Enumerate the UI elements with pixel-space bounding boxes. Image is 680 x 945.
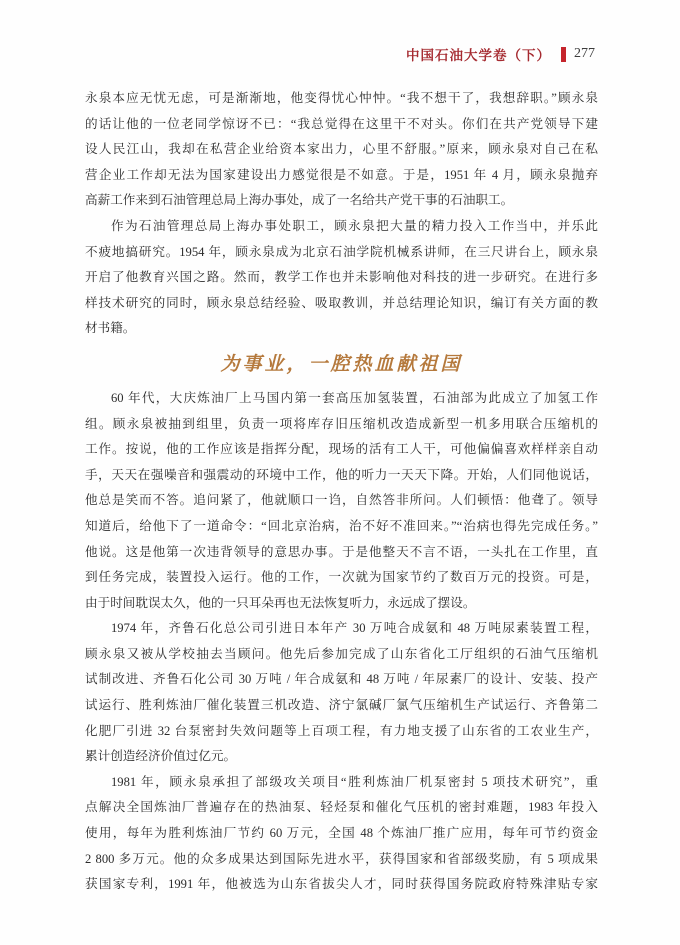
text-line: 顾永泉又被从学校抽去当顾问。他先后参加完成了山东省化工厅组织的石油气压缩机 [85, 646, 598, 661]
text-line: 化肥厂引进 32 台泵密封失效问题等上百项工程，有力地支援了山东省的工农业生产， [85, 723, 598, 738]
text-line: 试制改进、齐鲁石化公司 30 万吨 / 年合成氨和 48 万吨 / 年尿素厂的设计、安装、投产 [85, 672, 598, 687]
text-line: 试运行、胜利炼油厂催化装置三机改造、济宁氯碱厂氯气压缩机生产试运行、齐鲁第二 [85, 698, 598, 713]
header-separator-bar [561, 47, 566, 62]
text-line: 组。顾永泉被抽到组里，负责一项将库存旧压缩机改造成新型一机多用联合压缩机的 [85, 416, 598, 431]
text-line: 1974 年，齐鲁石化总公司引进日本年产 30 万吨合成氨和 48 万吨尿素装置工程， [111, 621, 598, 636]
text-line: 营企业工作却无法为国家建设出力感觉很是不如意。于是，1951 年 4 月，顾永泉抛弃 [85, 167, 598, 182]
page-body [85, 86, 598, 898]
text-line: 1981 年，顾永泉承担了部级攻关项目“胜利炼油厂机泵密封 5 项技术研究”，重 [111, 774, 598, 789]
paragraph [85, 214, 598, 342]
text-line: 知道后，给他下了一道命令：“回北京治病，治不好不准回来。”“治病也得先完成任务。” [85, 518, 598, 533]
text-line: 到任务完成，装置投入运行。他的工作，一次就为国家节约了数百万元的投资。可是， [85, 570, 598, 585]
running-header [406, 44, 595, 64]
text-line: 的话让他的一位老同学惊讶不已：“我总觉得在这里干不对头。你们在共产党领导下建 [85, 116, 598, 131]
book-title: 中国石油大学卷（下） [406, 48, 551, 63]
text-line: 设人民江山，我却在私营企业给资本家出力，心里不舒服。”原来，顾永泉对自己在私 [85, 142, 598, 157]
text-line: 手，天天在强噪音和强震动的环境中工作，他的听力一天天下降。开始，人们同他说话， [85, 467, 598, 482]
text-line: 不疲地搞研究。1954 年，顾永泉成为北京石油学院机械系讲师，在三尺讲台上，顾永泉 [85, 244, 598, 259]
text-line: 材书籍。 [85, 321, 136, 336]
text-line: 样技术研究的同时，顾永泉总结经验、吸取教训，并总结理论知识，编订有关方面的教 [85, 295, 598, 310]
page-number: 277 [574, 46, 595, 61]
paragraph [85, 386, 598, 616]
text-line: 高薪工作来到石油管理总局上海办事处，成了一名给共产党干事的石油职工。 [85, 193, 514, 208]
text-line: 使用，每年为胜利炼油厂节约 60 万元，全国 48 个炼油厂推广应用，每年可节约资金 [85, 826, 598, 841]
section-heading: 为事业，一腔热血献祖国 [220, 353, 463, 375]
text-line: 他说。这是他第一次违背领导的意思办事。于是他整天不言不语，一头扎在工作里，直 [85, 544, 598, 559]
text-line: 永泉本应无忧无虑，可是渐渐地，他变得忧心忡忡。“我不想干了，我想辞职。”顾永泉 [85, 91, 598, 105]
paragraph [85, 86, 598, 214]
text-line: 他总是笑而不答。追问紧了，他就顺口一诌，自然答非所问。人们顿悟：他聋了。领导 [85, 493, 598, 508]
text-line: 开启了他教育兴国之路。然而，教学工作也并未影响他对科技的进一步研究。在进行多 [85, 270, 598, 285]
text-line: 作为石油管理总局上海办事处职工，顾永泉把大量的精力投入工作当中，并乐此 [111, 218, 598, 233]
text-line: 累计创造经济价值过亿元。 [85, 749, 237, 764]
text-line: 工作。按说，他的工作应该是指挥分配，现场的活有工人干，可他偏偏喜欢样样亲自动 [85, 442, 598, 457]
paragraph [85, 616, 598, 770]
text-line: 60 年代，大庆炼油厂上马国内第一套高压加氢装置，石油部为此成立了加氢工作 [111, 390, 598, 405]
text-line: 由于时间耽误太久，他的一只耳朵再也无法恢复听力，永远成了摆设。 [85, 595, 476, 610]
text-line: 点解决全国炼油厂普遍存在的热油泵、轻烃泵和催化气压机的密封难题，1983 年投入 [85, 800, 598, 815]
text-line: 2 800 多万元。他的众多成果达到国际先进水平，获得国家和省部级奖励，有 5 项成果 [85, 851, 598, 866]
text-line: 获国家专利，1991 年，他被选为山东省拔尖人才，同时获得国务院政府特殊津贴专家 [85, 877, 598, 892]
paragraph [85, 770, 598, 898]
